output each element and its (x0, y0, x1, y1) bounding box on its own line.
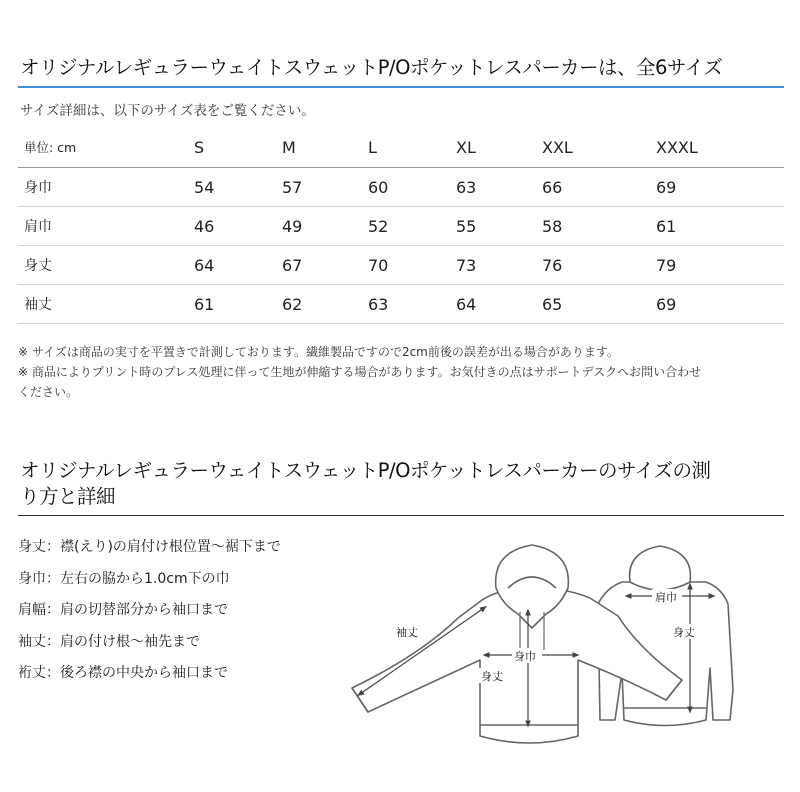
size-header-xl: XL (456, 127, 542, 168)
table-cell: 63 (368, 285, 456, 324)
label-front-length: 身丈 (481, 670, 503, 683)
table-cell: 60 (368, 168, 456, 207)
table-cell: 57 (282, 168, 368, 207)
table-cell: 65 (542, 285, 656, 324)
row-label: 身巾 (18, 168, 194, 207)
table-cell: 55 (456, 207, 542, 246)
guide-item-shoulder: 肩幅：肩の切替部分から袖口まで (18, 602, 228, 618)
table-cell: 64 (194, 246, 282, 285)
hoodie-measurement-diagram (335, 535, 735, 760)
table-cell: 52 (368, 207, 456, 246)
table-cell: 49 (282, 207, 368, 246)
label-body-width: 身巾 (514, 650, 536, 663)
size-table (18, 127, 784, 324)
row-label: 袖丈 (18, 285, 194, 324)
label-back-length: 身丈 (673, 626, 695, 639)
table-cell: 79 (656, 246, 784, 285)
size-header-xxxl: XXXL (656, 127, 784, 168)
guide-item-width: 身巾：左右の脇から1.0cm下の巾 (18, 570, 230, 587)
table-cell: 69 (656, 285, 784, 324)
table-row (18, 285, 784, 324)
size-header-m: M (282, 127, 368, 168)
label-shoulder-width: 肩巾 (655, 591, 677, 604)
table-intro-text: サイズ詳細は、以下のサイズ表をご覧ください。 (20, 103, 315, 119)
section2-divider (18, 515, 784, 516)
size-header-xxl: XXL (542, 127, 656, 168)
note-measurement: ※ サイズは商品の実寸を平置きで計測しております。繊維製品ですので2cm前後の誤差が出る場合があります。 (18, 345, 619, 359)
note-shrinkage: ※ 商品によりプリント時のプレス処理に伴って生地が伸縮する場合があります。お気付きの点はサポートデスクへお問い合わせ (18, 365, 702, 379)
section2-title (20, 458, 710, 510)
guide-item-yuki: 裄丈：後ろ襟の中央から袖口まで (18, 665, 228, 681)
table-cell: 67 (282, 246, 368, 285)
row-label: 身丈 (18, 246, 194, 285)
size-header-l: L (368, 127, 456, 168)
measurement-guide (18, 536, 281, 694)
table-cell: 64 (456, 285, 542, 324)
table-cell: 69 (656, 168, 784, 207)
title-underline-blue (18, 86, 784, 88)
table-row (18, 207, 784, 246)
section2-title-line2: り方と詳細 (20, 485, 116, 508)
table-row (18, 168, 784, 207)
table-row (18, 246, 784, 285)
table-cell: 76 (542, 246, 656, 285)
table-cell: 66 (542, 168, 656, 207)
section2-title-line1: オリジナルレギュラーウェイトスウェットP/Oポケットレスパーカーのサイズの測 (20, 459, 711, 482)
table-cell: 46 (194, 207, 282, 246)
unit-label: 単位: cm (18, 127, 194, 168)
label-sleeve-length: 袖丈 (396, 626, 418, 639)
table-cell: 62 (282, 285, 368, 324)
table-cell: 61 (194, 285, 282, 324)
table-cell: 58 (542, 207, 656, 246)
section1-title: オリジナルレギュラーウェイトスウェットP/Oポケットレスパーカーは、全6サイズ (20, 56, 723, 79)
table-cell: 61 (656, 207, 784, 246)
guide-item-sleeve: 袖丈：肩の付け根〜袖先まで (18, 633, 200, 650)
size-header-row (18, 127, 784, 168)
size-header-s: S (194, 127, 282, 168)
table-cell: 73 (456, 246, 542, 285)
table-cell: 54 (194, 168, 282, 207)
table-cell: 70 (368, 246, 456, 285)
table-cell: 63 (456, 168, 542, 207)
notes (18, 342, 788, 402)
guide-item-length: 身丈：襟(えり)の肩付け根位置〜裾下まで (18, 539, 281, 555)
row-label: 肩巾 (18, 207, 194, 246)
note-shrinkage-cont: ください。 (18, 385, 79, 399)
